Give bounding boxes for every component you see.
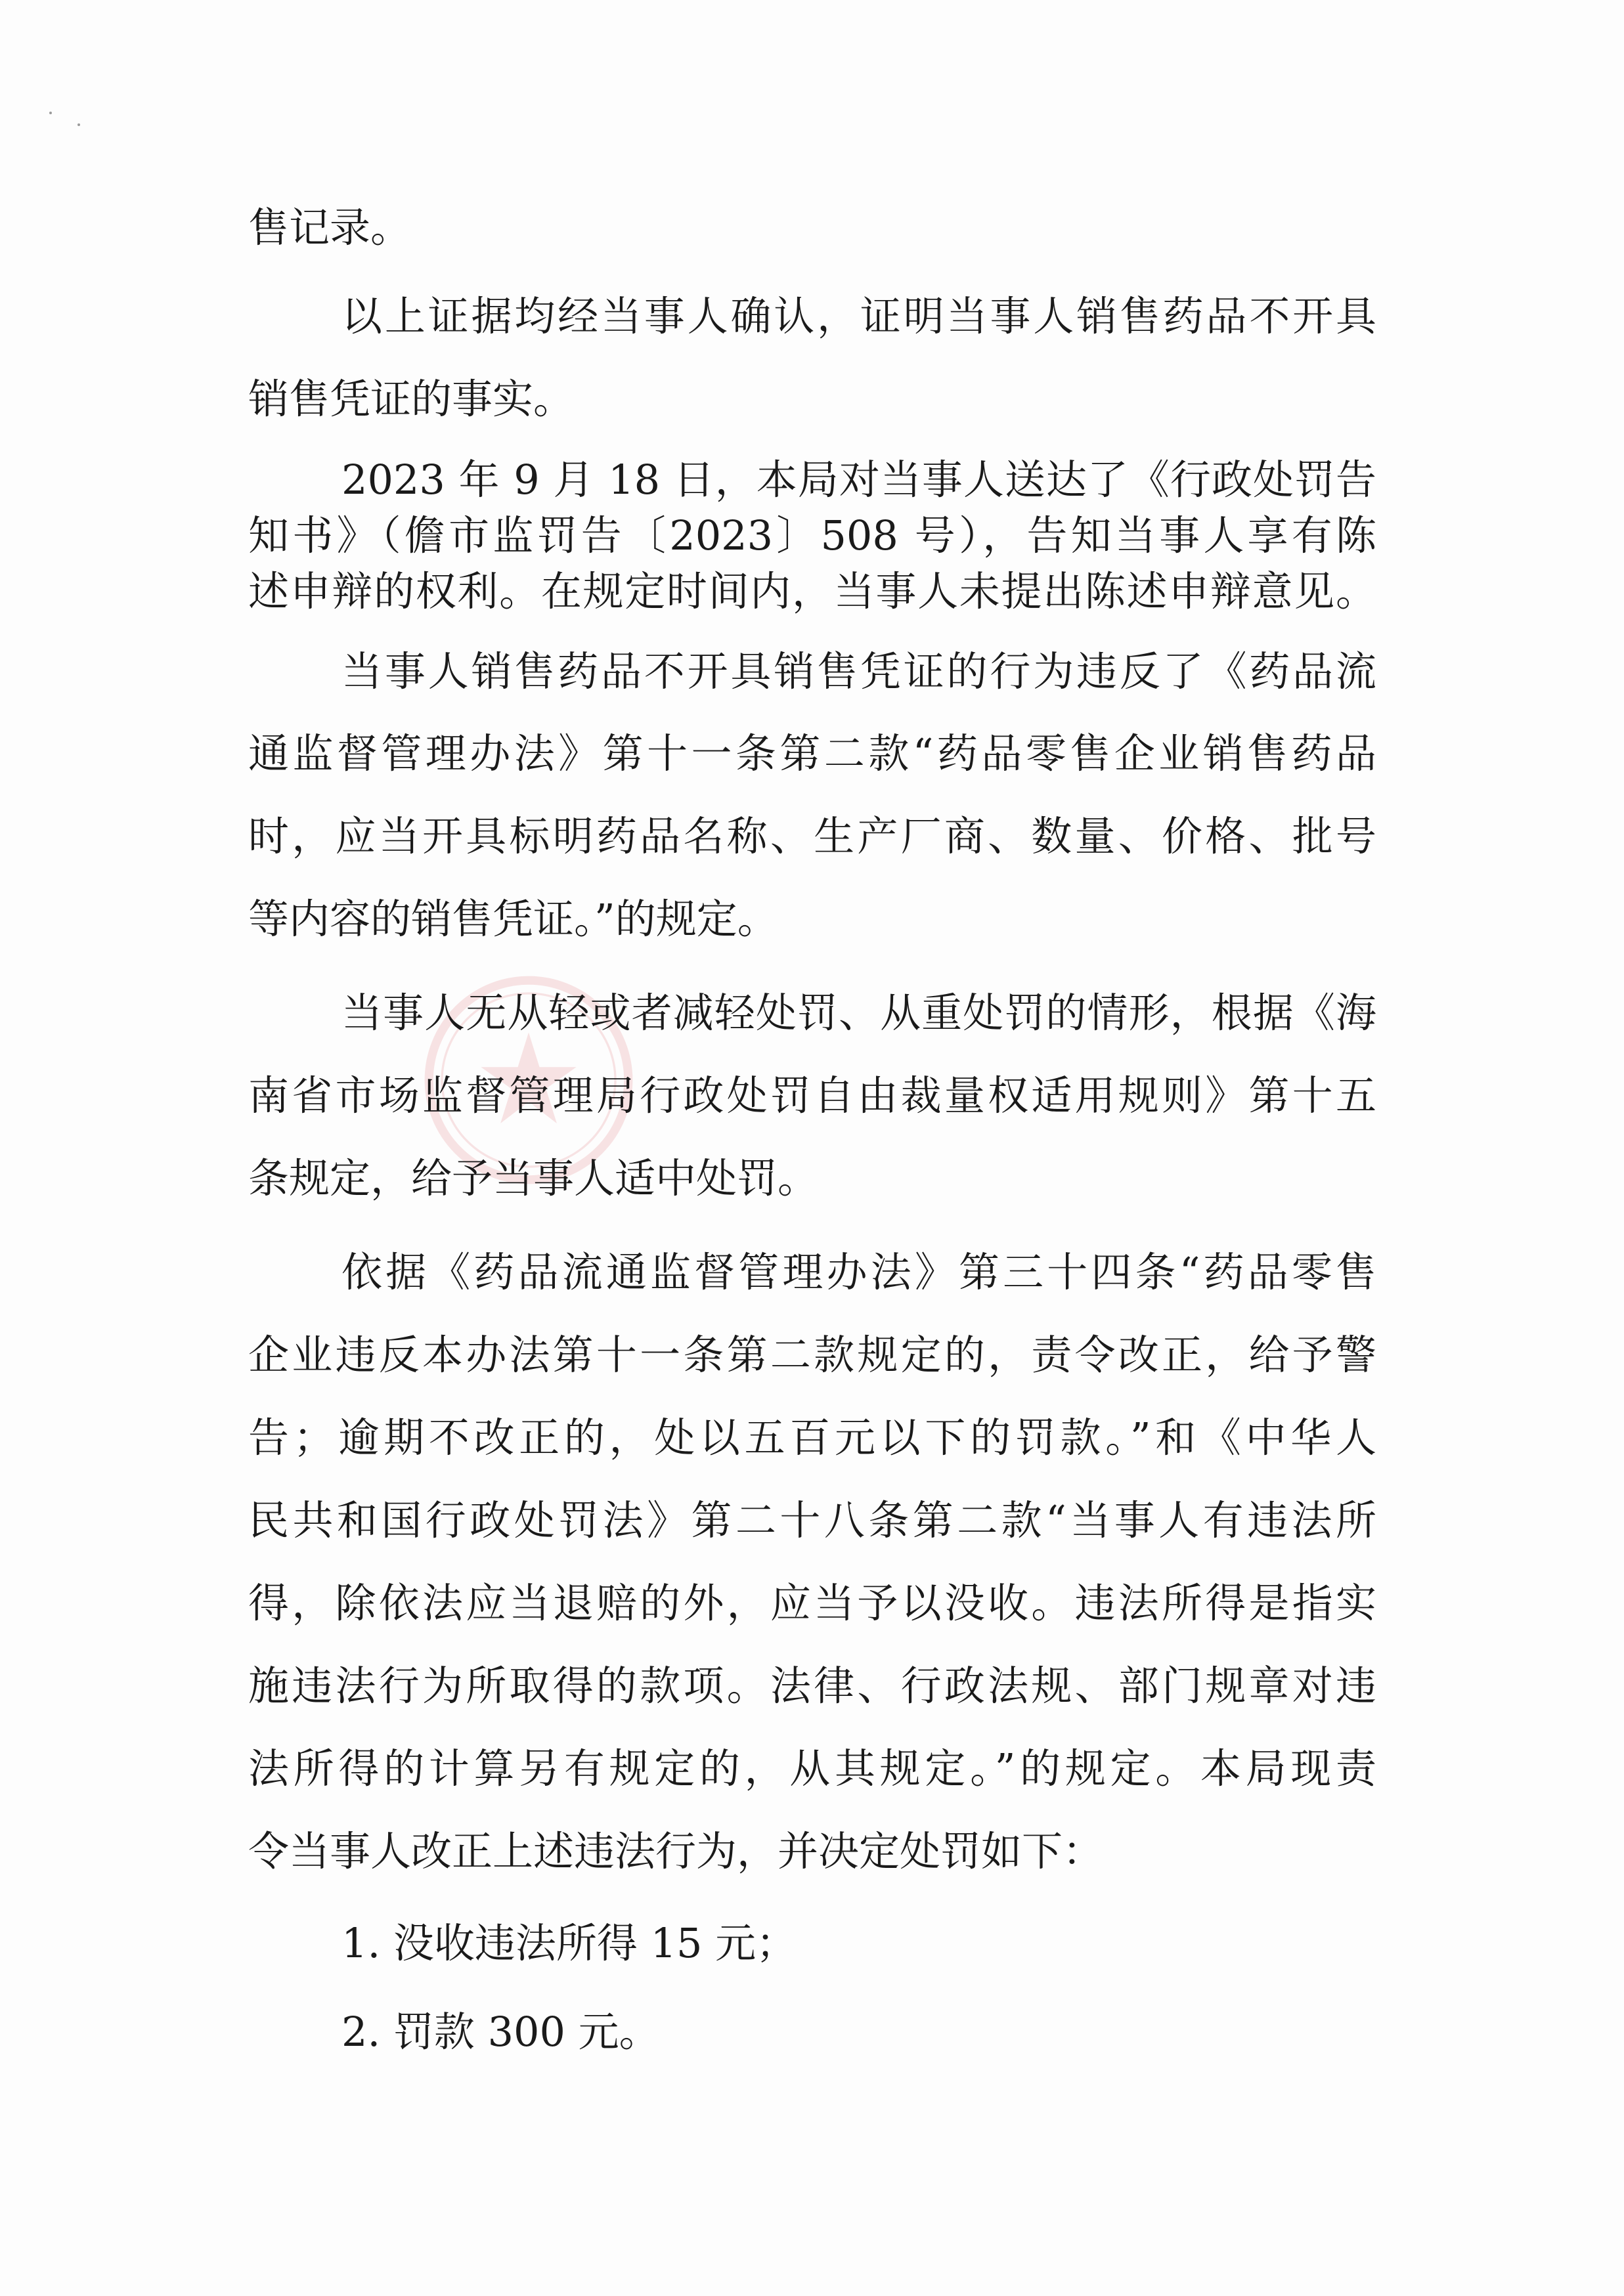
text-line: 当事人销售药品不开具销售凭证的行为违反了《药品流 <box>341 647 1376 695</box>
scan-speck <box>77 123 80 126</box>
text-line: 以上证据均经当事人确认，证明当事人销售药品不开具 <box>341 292 1376 340</box>
text-line: 得，除依法应当退赔的外，应当予以没收。违法所得是指实 <box>248 1579 1376 1627</box>
text-line: 南省市场监督管理局行政处罚自由裁量权适用规则》第十五 <box>248 1072 1376 1119</box>
text-line: 售记录。 <box>248 204 412 251</box>
penalty-item: 1. 没收违法所得 15 元； <box>341 1919 797 1967</box>
text-line: 民共和国行政处罚法》第二十八条第二款“当事人有违法所 <box>248 1496 1376 1544</box>
text-line: 时，应当开具标明药品名称、生产厂商、数量、价格、批号 <box>248 812 1376 860</box>
text-line: 依据《药品流通监督管理办法》第三十四条“药品零售 <box>341 1248 1376 1296</box>
text-line: 企业违反本办法第十一条第二款规定的，责令改正，给予警 <box>248 1331 1376 1379</box>
text-line: 知书》（儋市监罚告〔2023〕508 号），告知当事人享有陈 <box>248 511 1376 559</box>
text-line: 述申辩的权利。在规定时间内，当事人未提出陈述申辩意见。 <box>248 567 1376 615</box>
text-line: 告；逾期不改正的，处以五百元以下的罚款。”和《中华人 <box>248 1414 1376 1462</box>
text-line: 通监督管理办法》第十一条第二款“药品零售企业销售药品 <box>248 729 1376 777</box>
scan-speck <box>49 112 52 114</box>
penalty-item: 2. 罚款 300 元。 <box>341 2008 660 2056</box>
text-line: 等内容的销售凭证。”的规定。 <box>248 895 778 943</box>
text-line: 2023 年 9 月 18 日，本局对当事人送达了《行政处罚告 <box>341 456 1376 504</box>
text-line: 销售凭证的事实。 <box>248 375 575 423</box>
text-line: 施违法行为所取得的款项。法律、行政法规、部门规章对违 <box>248 1662 1376 1710</box>
text-line: 当事人无从轻或者减轻处罚、从重处罚的情形，根据《海 <box>341 989 1376 1037</box>
text-line: 法所得的计算另有规定的，从其规定。”的规定。本局现责 <box>248 1744 1376 1792</box>
text-line: 条规定，给予当事人适中处罚。 <box>248 1154 819 1202</box>
text-line: 令当事人改正上述违法行为，并决定处罚如下： <box>248 1827 1104 1875</box>
